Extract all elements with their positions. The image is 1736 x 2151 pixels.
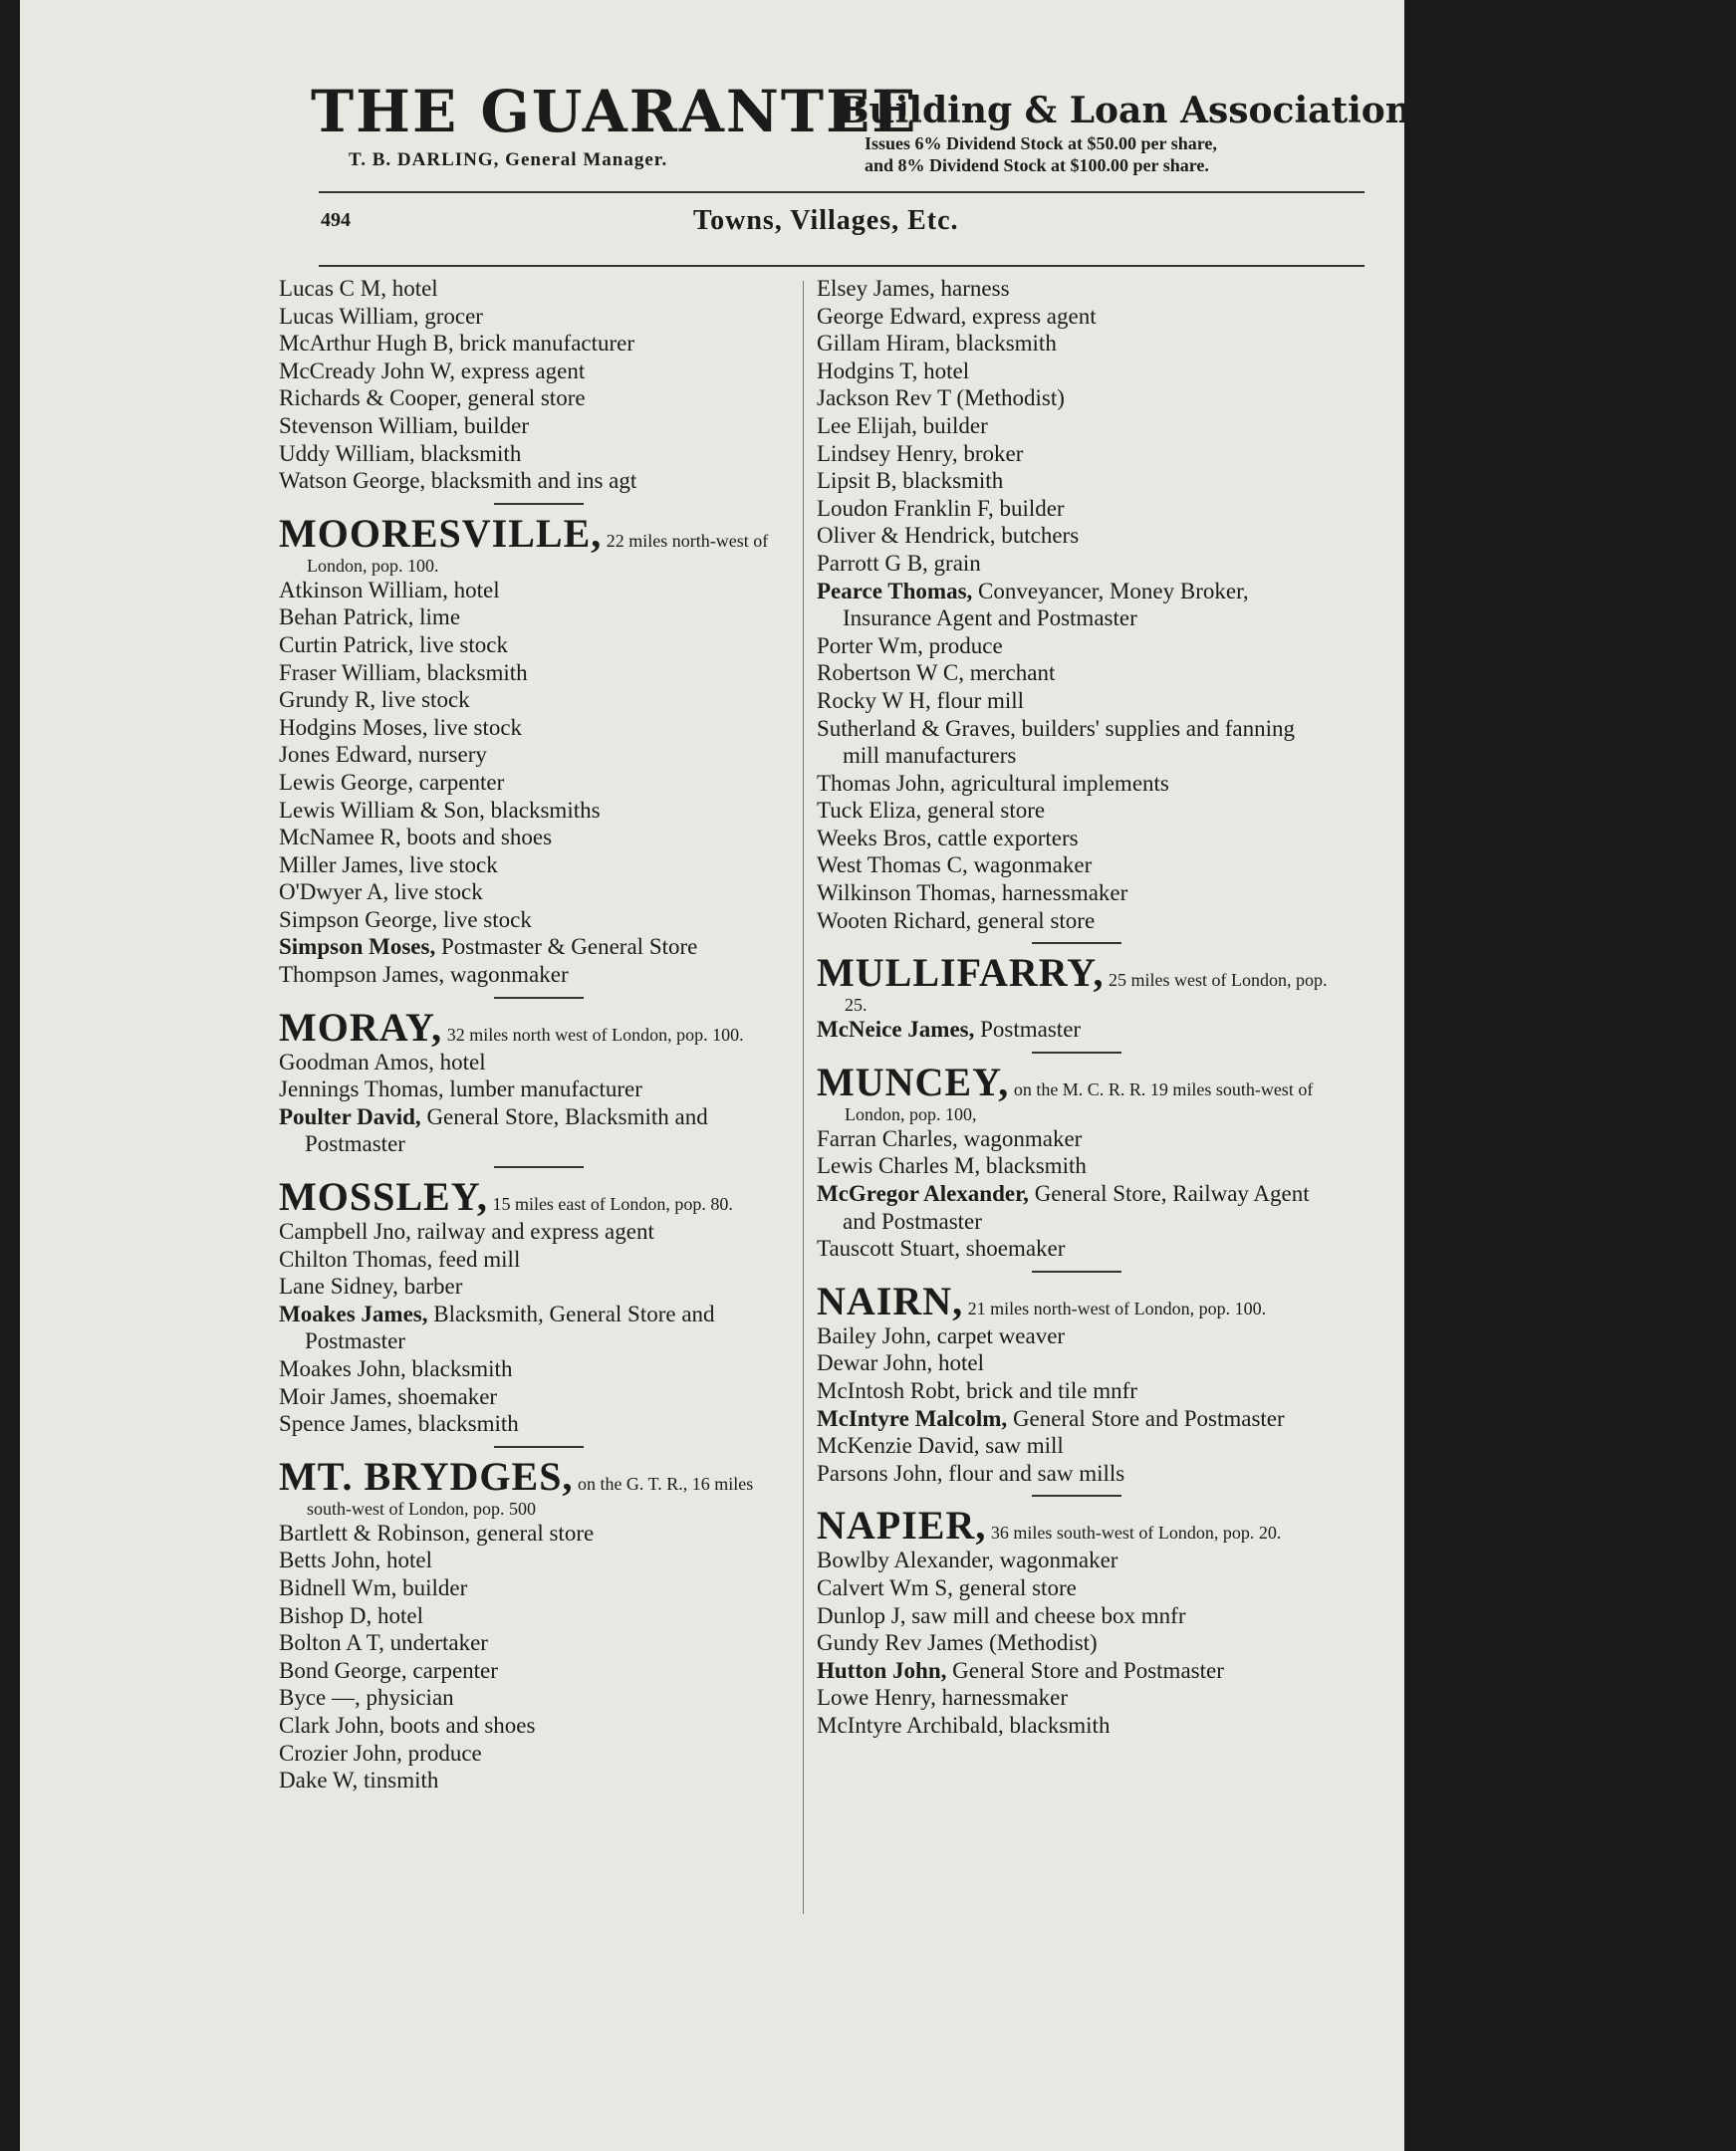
- listing-entry: Lucas C M, hotel: [279, 276, 438, 301]
- ad-title: THE GUARANTEE: [311, 78, 918, 145]
- section-separator: [1032, 1052, 1121, 1054]
- listing-entry: Weeks Bros, cattle exporters: [817, 825, 1079, 850]
- listing-entry: Dewar John, hotel: [817, 1350, 984, 1376]
- listing-entry: Wilkinson Thomas, harnessmaker: [817, 880, 1128, 906]
- listing-entry: Campbell Jno, railway and express agent: [279, 1219, 654, 1245]
- ad-right-line-1: Issues 6% Dividend Stock at $50.00 per share,: [865, 133, 1217, 153]
- page-number: 494: [321, 209, 351, 231]
- ad-right-line-2: and 8% Dividend Stock at $100.00 per share.: [865, 155, 1209, 175]
- town-description: 36 miles south-west of London, pop. 20.: [990, 1523, 1282, 1544]
- listing-entry: Dake W, tinsmith: [279, 1768, 439, 1793]
- listing-detail: Postmaster & General Store: [440, 934, 698, 960]
- section-separator: [494, 997, 584, 999]
- listing-entry: Fraser William, blacksmith: [279, 659, 528, 685]
- listing-entry: Chilton Thomas, feed mill: [279, 1246, 521, 1272]
- listing-entry: Byce —, physician: [279, 1685, 454, 1711]
- listing-entry: Jennings Thomas, lumber manufacturer: [279, 1076, 642, 1102]
- listing-entry-featured: [817, 1657, 1337, 1685]
- listing-entry: Lucas William, grocer: [279, 303, 483, 329]
- listing-entry: Lindsey Henry, broker: [817, 440, 1024, 466]
- listing-name: Pearce Thomas,: [817, 578, 973, 603]
- listing-entry: Calvert Wm S, general store: [817, 1574, 1077, 1600]
- listing-entry: Lee Elijah, builder: [817, 412, 988, 438]
- listing-entry: Parsons John, flour and saw mills: [817, 1460, 1125, 1486]
- ad-right-title: Building & Loan Association, Hamilton, Ont.: [839, 90, 1736, 131]
- listing-entry: Richards & Cooper, general store: [279, 385, 586, 411]
- section-separator: [494, 1446, 584, 1448]
- section-separator: [1032, 1495, 1121, 1497]
- listing-entry: Lane Sidney, barber: [279, 1274, 463, 1300]
- listing-entry: West Thomas C, wagonmaker: [817, 852, 1093, 878]
- town-heading: [279, 1004, 799, 1050]
- right-column: [817, 275, 1337, 1740]
- section-separator: [494, 503, 584, 505]
- listing-entry: Sutherland & Graves, builders' supplies and fanning mill manufacturers: [817, 715, 1296, 769]
- listing-entry: Lewis George, carpenter: [279, 769, 505, 795]
- listing-entry: Parrott G B, grain: [817, 550, 981, 576]
- town-heading: [817, 1278, 1337, 1323]
- listing-entry: Curtin Patrick, live stock: [279, 631, 508, 657]
- listing-entry: McIntyre Archibald, blacksmith: [817, 1712, 1111, 1738]
- listing-entry: Oliver & Hendrick, butchers: [817, 523, 1080, 549]
- town-heading: [279, 1176, 799, 1218]
- listing-entry: McIntosh Robt, brick and tile mnfr: [817, 1378, 1137, 1403]
- listing-entry: Loudon Franklin F, builder: [817, 495, 1065, 521]
- listing-entry: Bailey John, carpet weaver: [817, 1322, 1066, 1348]
- town-name: MORAY,: [279, 1004, 443, 1050]
- listing-entry: Lewis William & Son, blacksmiths: [279, 797, 601, 823]
- listing-name: Hutton John,: [817, 1657, 947, 1683]
- town-description: 21 miles north-west of London, pop. 100.: [967, 1298, 1267, 1318]
- listing-entry: Behan Patrick, lime: [279, 604, 461, 630]
- listing-entry: Watson George, blacksmith and ins agt: [279, 468, 637, 494]
- listing-entry: Tuck Eliza, general store: [817, 798, 1046, 824]
- listing-entry: Jones Edward, nursery: [279, 742, 487, 768]
- listing-entry: Clark John, boots and shoes: [279, 1712, 536, 1738]
- listing-entry: Crozier John, produce: [279, 1740, 482, 1766]
- town-heading: [817, 1059, 1337, 1125]
- ad-manager: T. B. DARLING, General Manager.: [349, 149, 668, 170]
- town-name: MUNCEY,: [817, 1059, 1010, 1104]
- town-name: MULLIFARRY,: [817, 950, 1105, 996]
- listing-entry-featured: [817, 1016, 1337, 1044]
- listing-entry-featured: [279, 1103, 799, 1158]
- listing-entry: Tauscott Stuart, shoemaker: [817, 1236, 1066, 1262]
- town-name: MT. BRYDGES,: [279, 1453, 574, 1499]
- listing-entry: Thompson James, wagonmaker: [279, 962, 569, 988]
- listing-entry: Bolton A T, undertaker: [279, 1630, 488, 1656]
- listing-detail: Postmaster: [980, 1017, 1082, 1043]
- listing-entry: O'Dwyer A, live stock: [279, 879, 483, 905]
- listing-detail: General Store and Postmaster: [952, 1657, 1224, 1683]
- town-description: on the M. C. R. R. 19 miles south-west of London, pop. 100,: [845, 1078, 1314, 1124]
- listing-entry: Bidnell Wm, builder: [279, 1574, 468, 1600]
- listing-entry: Lowe Henry, harnessmaker: [817, 1685, 1069, 1711]
- listing-entry: Bowlby Alexander, wagonmaker: [817, 1548, 1118, 1573]
- listing-entry-featured: [817, 578, 1337, 632]
- listing-name: McNeice James,: [817, 1017, 975, 1043]
- listing-detail: General Store, Blacksmith and Postmaster: [305, 1103, 708, 1157]
- listing-entry: Spence James, blacksmith: [279, 1411, 519, 1437]
- listing-entry: Goodman Amos, hotel: [279, 1049, 486, 1075]
- listing-entry: Dunlop J, saw mill and cheese box mnfr: [817, 1602, 1186, 1628]
- listing-entry: Hodgins Moses, live stock: [279, 714, 523, 740]
- listing-entry: Uddy William, blacksmith: [279, 440, 522, 466]
- listing-entry: Thomas John, agricultural implements: [817, 770, 1169, 796]
- directory-page: [20, 0, 1736, 2151]
- town-heading: [279, 1453, 799, 1520]
- listing-detail: General Store and Postmaster: [1012, 1405, 1285, 1431]
- listing-entry: McArthur Hugh B, brick manufacturer: [279, 331, 635, 357]
- listing-entry-featured: [817, 1405, 1337, 1433]
- listing-detail: Blacksmith, General Store and Postmaster: [305, 1301, 715, 1354]
- header-rule-top: [319, 191, 1364, 193]
- listing-entry: Simpson George, live stock: [279, 906, 532, 932]
- town-heading: [817, 952, 1337, 1016]
- listing-entry: Jackson Rev T (Methodist): [817, 385, 1065, 411]
- town-heading: [279, 510, 799, 577]
- listing-name: Moakes James,: [279, 1301, 428, 1326]
- running-head: Towns, Villages, Etc.: [693, 205, 959, 236]
- listing-entry: Porter Wm, produce: [817, 632, 1003, 658]
- listing-entry: Farran Charles, wagonmaker: [817, 1125, 1083, 1151]
- listing-entry: Moakes John, blacksmith: [279, 1356, 513, 1381]
- town-name: MOSSLEY,: [279, 1174, 488, 1220]
- listing-name: McGregor Alexander,: [817, 1181, 1029, 1207]
- listing-entry: Elsey James, harness: [817, 276, 1010, 301]
- section-separator: [1032, 1271, 1121, 1273]
- town-name: NAPIER,: [817, 1503, 987, 1549]
- listing-entry: George Edward, express agent: [817, 303, 1097, 329]
- listing-entry: Bishop D, hotel: [279, 1602, 424, 1628]
- listing-entry-featured: [279, 933, 799, 961]
- listing-entry: Robertson W C, merchant: [817, 660, 1056, 686]
- listing-detail: General Store, Railway Agent and Postmaster: [843, 1181, 1310, 1234]
- town-name: MOORESVILLE,: [279, 510, 603, 556]
- listing-entry: Grundy R, live stock: [279, 687, 470, 713]
- town-description: 22 miles north-west of London, pop. 100.: [307, 530, 769, 576]
- listing-name: McIntyre Malcolm,: [817, 1405, 1008, 1431]
- listing-entry: Moir James, shoemaker: [279, 1383, 498, 1409]
- header-rule-bottom: [319, 265, 1364, 267]
- section-separator: [494, 1166, 584, 1168]
- listing-entry: Atkinson William, hotel: [279, 577, 500, 602]
- listing-entry: Bond George, carpenter: [279, 1657, 498, 1683]
- listing-entry: Miller James, live stock: [279, 851, 498, 877]
- town-description: 32 miles north west of London, pop. 100.: [446, 1024, 744, 1045]
- town-description: on the G. T. R., 16 miles south-west of London, pop. 500: [307, 1473, 754, 1519]
- listing-entry-featured: [279, 1301, 799, 1355]
- listing-name: Poulter David,: [279, 1103, 421, 1129]
- listing-entry: Gundy Rev James (Methodist): [817, 1630, 1098, 1656]
- listing-entry: Hodgins T, hotel: [817, 358, 970, 383]
- listing-entry: Wooten Richard, general store: [817, 907, 1096, 933]
- listing-entry: Lewis Charles M, blacksmith: [817, 1153, 1087, 1179]
- listing-entry: McKenzie David, saw mill: [817, 1433, 1064, 1459]
- listing-detail: Conveyancer, Money Broker, Insurance Agent and Postmaster: [843, 578, 1249, 631]
- listing-entry: Betts John, hotel: [279, 1548, 432, 1573]
- listing-entry: Stevenson William, builder: [279, 412, 529, 438]
- town-description: 25 miles west of London, pop. 25.: [845, 970, 1328, 1016]
- town-name: NAIRN,: [817, 1278, 964, 1323]
- listing-entry: Lipsit B, blacksmith: [817, 468, 1004, 494]
- listing-name: Simpson Moses,: [279, 934, 436, 960]
- left-column: [279, 275, 799, 1794]
- listing-entry: Rocky W H, flour mill: [817, 687, 1025, 713]
- town-heading: [817, 1505, 1337, 1547]
- section-separator: [1032, 942, 1121, 944]
- listing-entry: McCready John W, express agent: [279, 358, 586, 383]
- column-divider: [803, 281, 804, 1914]
- listing-entry: McNamee R, boots and shoes: [279, 825, 553, 850]
- town-description: 15 miles east of London, pop. 80.: [492, 1194, 733, 1215]
- listing-entry: Bartlett & Robinson, general store: [279, 1520, 595, 1546]
- listing-entry-featured: [817, 1180, 1337, 1235]
- listing-entry: Gillam Hiram, blacksmith: [817, 331, 1057, 357]
